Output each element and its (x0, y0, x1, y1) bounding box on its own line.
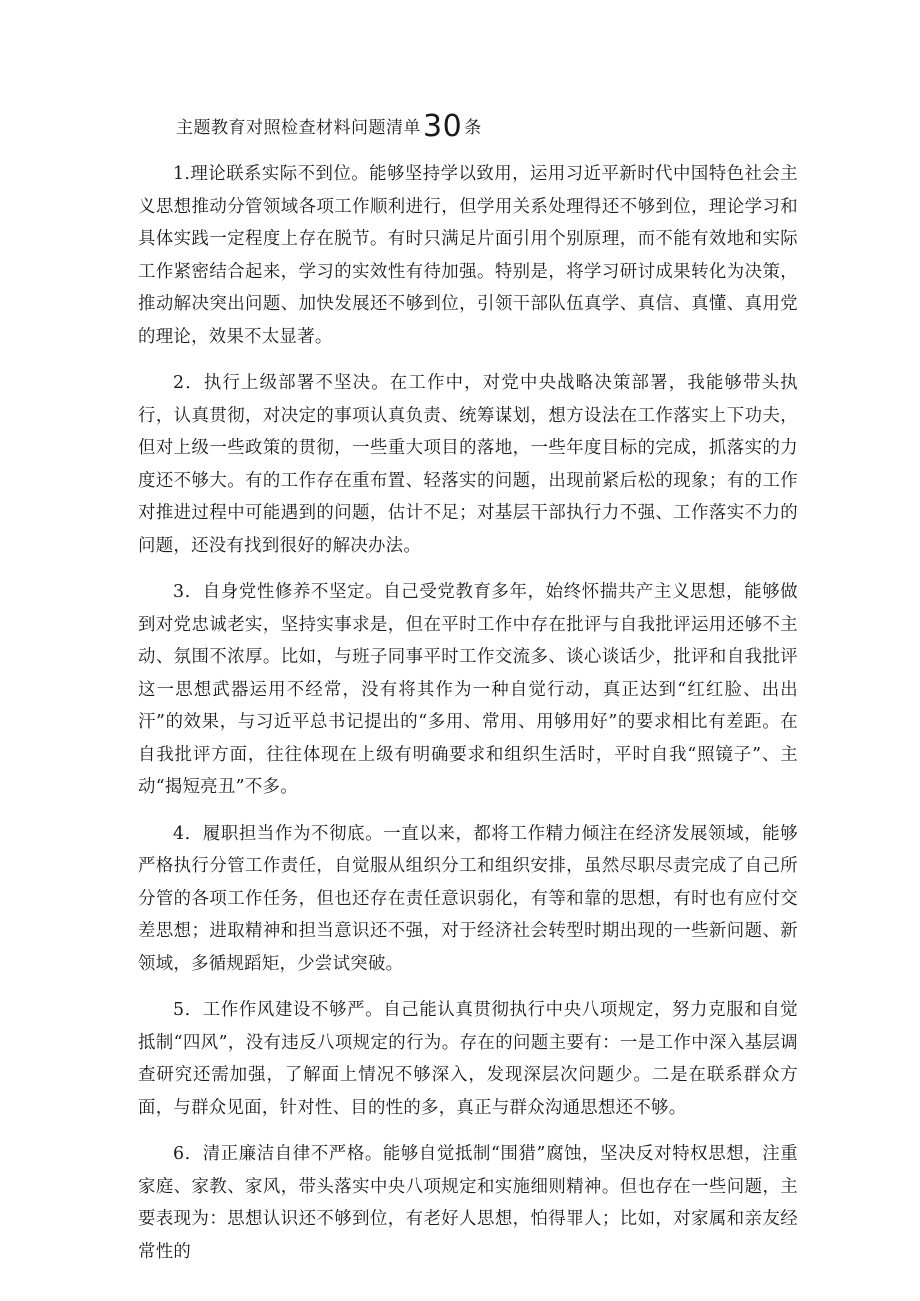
paragraph-item-4: 4．履职担当作为不彻底。一直以来，都将工作精力倾注在经济发展领域，能够严格执行分管工作责任，自觉服从组织分工和组织安排，虽然尽职尽责完成了自己所分管的各项工作任务，但也还存在责任意识弱化，有等和靠的思想，有时也有应付交差思想；进取精神和担当意识还不强，对于经济社会转型时期出现的一些新问题、新领域，多循规蹈矩，少尝试突破。 (138, 823, 798, 974)
paragraph-item-2: 2．执行上级部署不坚决。在工作中，对党中央战略决策部署，我能够带头执行，认真贯彻，对决定的事项认真负责、统筹谋划，想方设法在工作落实上下功夫，但对上级一些政策的贯彻，一些重大项目的落地，一些年度目标的完成，抓落实的力度还不够大。有的工作存在重布置、轻落实的问题，出现前紧后松的现象；有的工作对推进过程中可能遇到的问题，估计不足；对基层干部执行力不强、工作落实不力的问题，还没有找到很好的解决办法。 (138, 373, 798, 556)
title-suffix: 条 (464, 118, 482, 138)
title-prefix: 主题教育对照检查材料问题清单 (176, 118, 421, 138)
paragraph-item-3: 3．自身党性修养不坚定。自己受党教育多年，始终怀揣共产主义思想，能够做到对党忠诚老实，坚持实事求是，但在平时工作中存在批评与自我批评运用还够不主动、氛围不浓厚。比如，与班子同事平时工作交流多、谈心谈话少，批评和自我批评这一思想武器运用不经常，没有将其作为一种自觉行动，真正达到“红红脸、出出汗”的效果，与习近平总书记提出的“多用、常用、用够用好”的要求相比有差距。在自我批评方面，往往体现在上级有明确要求和组织生活时，平时自我“照镜子”、主动“揭短亮丑”不多。 (138, 582, 798, 797)
document-body (138, 158, 798, 1282)
document-title (176, 108, 482, 147)
paragraph-item-6: 6．清正廉洁自律不严格。能够自觉抵制“围猎”腐蚀，坚决反对特权思想，注重家庭、家教、家风，带头落实中央八项规定和实施细则精神。但也存在一些问题，主要表现为：思想认识还不够到位，有老好人思想，怕得罪人；比如，对家属和亲友经常性的 (138, 1144, 798, 1262)
paragraph-item-5: 5．工作作风建设不够严。自己能认真贯彻执行中央八项规定，努力克服和自觉抵制“四风”，没有违反八项规定的行为。存在的问题主要有：一是工作中深入基层调查研究还需加强，了解面上情况不够深入，发现深层次问题少。二是在联系群众方面，与群众见面，针对性、目的性的多，真正与群众沟通思想还不够。 (138, 1000, 798, 1118)
paragraph-item-1: 1.理论联系实际不到位。能够坚持学以致用，运用习近平新时代中国特色社会主义思想推动分管领域各项工作顺利进行，但学用关系处理得还不够到位，理论学习和具体实践一定程度上存在脱节。有时只满足片面引用个别原理，而不能有效地和实际工作紧密结合起来，学习的实效性有待加强。特别是，将学习研讨成果转化为决策，推动解决突出问题、加快发展还不够到位，引领干部队伍真学、真信、真懂、真用党的理论，效果不太显著。 (138, 164, 798, 347)
title-number: 30 (423, 109, 463, 144)
